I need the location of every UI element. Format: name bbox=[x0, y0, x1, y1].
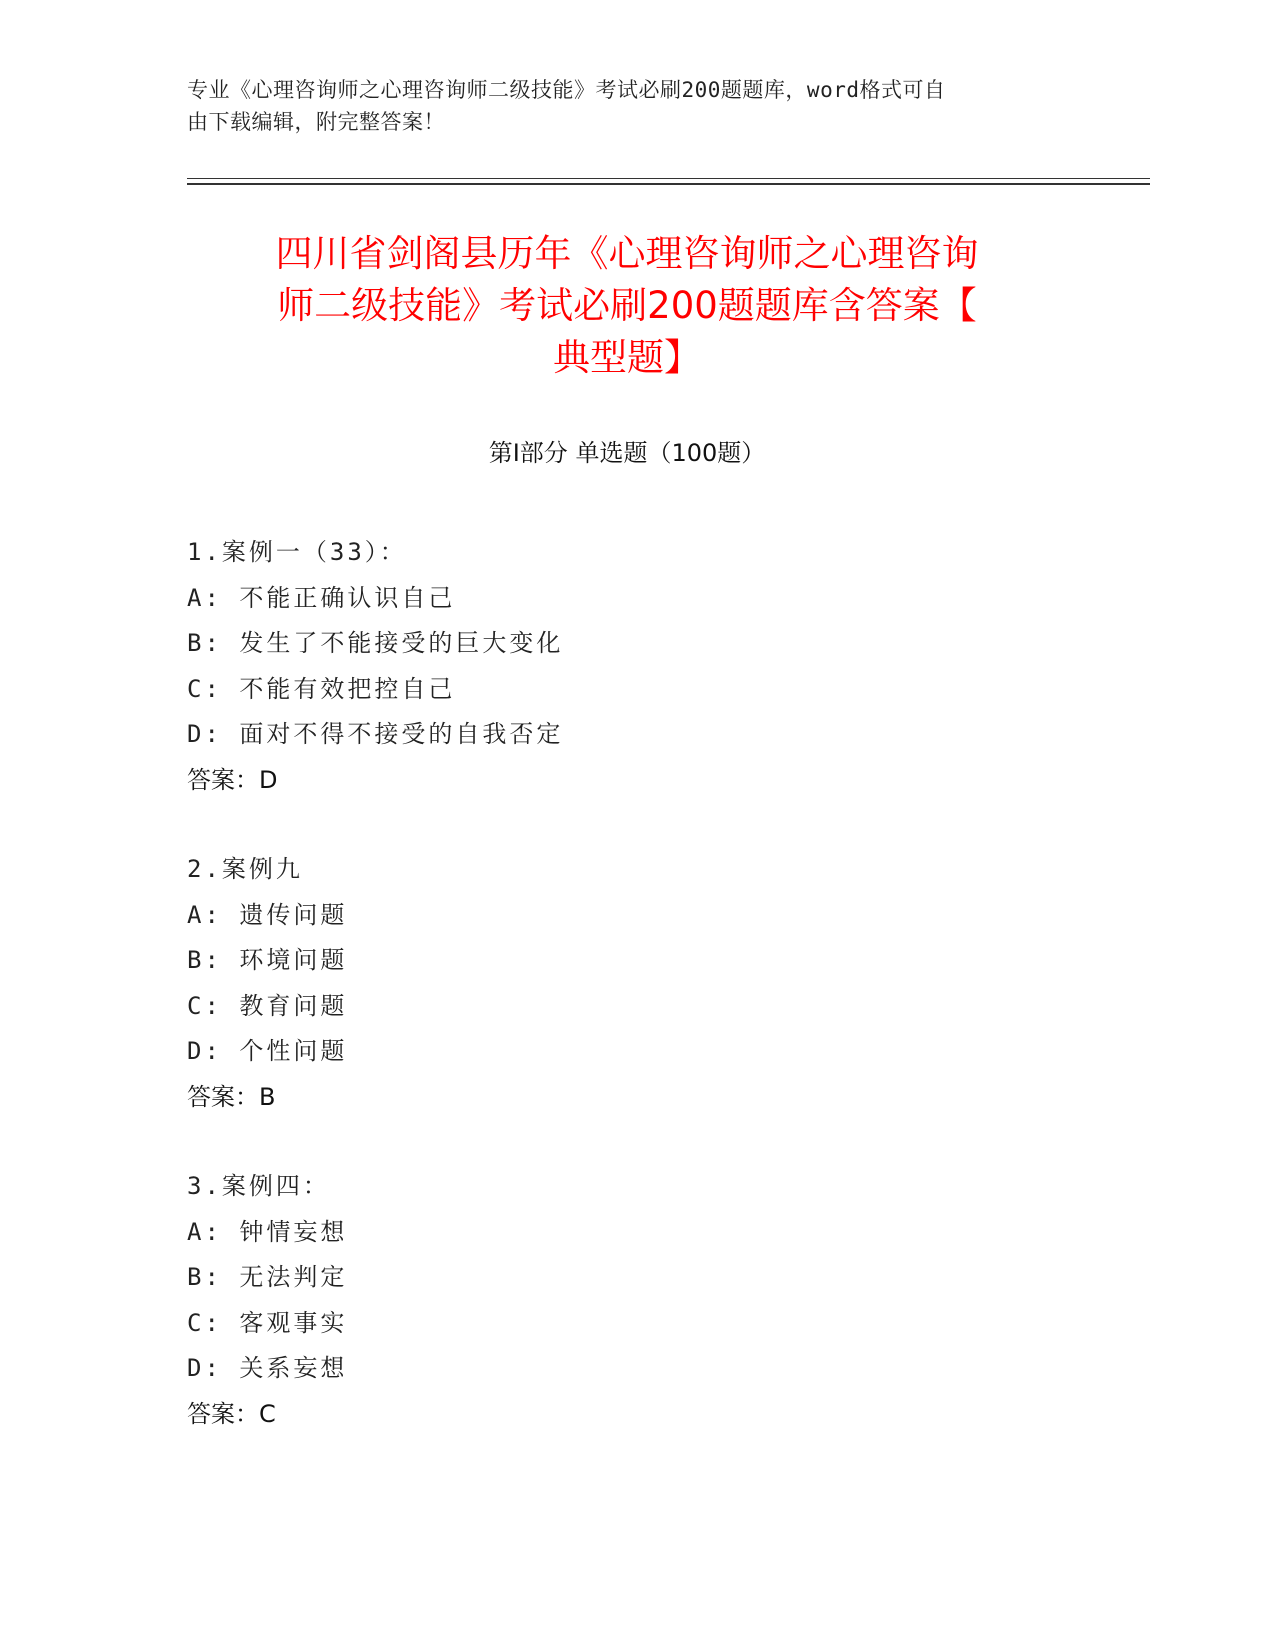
document-intro bbox=[187, 74, 1067, 138]
question-stem: 3.案例四： bbox=[187, 1172, 330, 1200]
intro-line-2: 由下载编辑，附完整答案！ bbox=[187, 110, 445, 134]
option-b: B: 无法判定 bbox=[187, 1263, 348, 1291]
document-title bbox=[187, 228, 1067, 384]
question-stem: 1.案例一（33）： bbox=[187, 538, 407, 566]
option-c: C: 客观事实 bbox=[187, 1308, 348, 1337]
section-title: 第I部分 单选题（100题） bbox=[488, 439, 766, 467]
question-answer: 答案：D bbox=[187, 765, 278, 794]
option-d: D: 个性问题 bbox=[187, 1037, 348, 1065]
option-b: B: 发生了不能接受的巨大变化 bbox=[187, 629, 564, 657]
intro-line-1: 专业《心理咨询师之心理咨询师二级技能》考试必刷200题题库，word格式可自 bbox=[187, 78, 946, 102]
question-list bbox=[187, 530, 1087, 1481]
question-item bbox=[187, 1164, 1087, 1437]
question-answer: 答案：B bbox=[187, 1082, 276, 1111]
option-d: D: 面对不得不接受的自我否定 bbox=[187, 720, 564, 748]
title-line-2: 师二级技能》考试必刷200题题库含答案【 bbox=[277, 284, 977, 327]
question-item bbox=[187, 847, 1087, 1120]
option-b: B: 环境问题 bbox=[187, 946, 348, 974]
title-line-1: 四川省剑阁县历年《心理咨询师之心理咨询 bbox=[275, 232, 979, 275]
option-d: D: 关系妄想 bbox=[187, 1354, 348, 1382]
option-c: C: 教育问题 bbox=[187, 991, 348, 1020]
option-a: A: 钟情妄想 bbox=[187, 1217, 348, 1246]
question-answer: 答案：C bbox=[187, 1399, 276, 1428]
header-divider-thick bbox=[187, 183, 1150, 185]
question-stem: 2.案例九 bbox=[187, 855, 303, 883]
header-divider-thin bbox=[187, 178, 1150, 179]
title-line-3: 典型题】 bbox=[553, 336, 701, 379]
option-c: C: 不能有效把控自己 bbox=[187, 674, 456, 703]
option-a: A: 遗传问题 bbox=[187, 900, 348, 929]
question-item bbox=[187, 530, 1087, 803]
option-a: A: 不能正确认识自己 bbox=[187, 583, 456, 612]
